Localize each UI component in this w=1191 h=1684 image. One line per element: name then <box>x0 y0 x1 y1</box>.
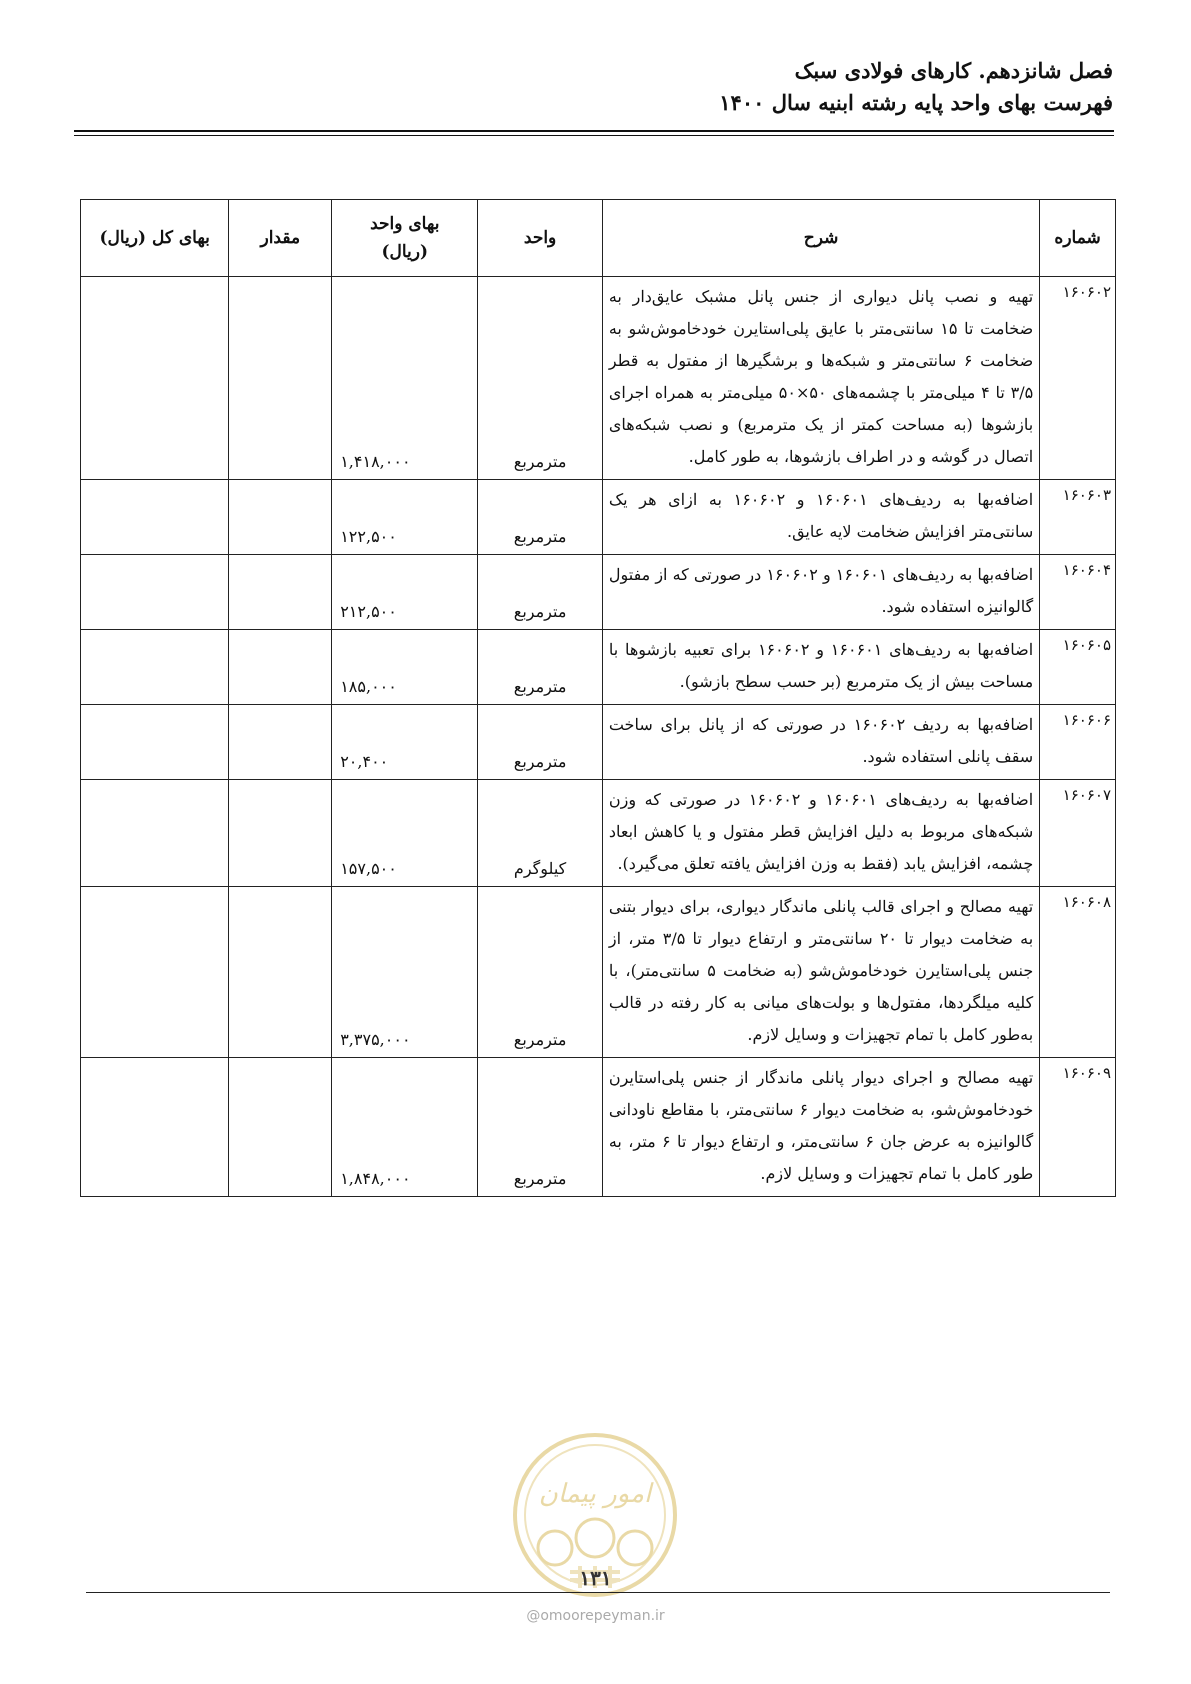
column-header-number: شماره <box>1040 200 1116 277</box>
row-total-price <box>81 887 229 1058</box>
row-unit: مترمربع <box>478 1058 603 1197</box>
price-table-container <box>80 199 1116 1197</box>
table-row <box>81 277 1116 480</box>
row-quantity <box>229 1058 332 1197</box>
row-quantity <box>229 780 332 887</box>
row-unit: مترمربع <box>478 705 603 780</box>
row-total-price <box>81 555 229 630</box>
row-description: اضافه‌بها به ردیف‌های ۱۶۰۶۰۱ و ۱۶۰۶۰۲ برای تعبیه بازشوها با مساحت بیش از یک مترمربع (بر حسب سطح بازشو). <box>602 630 1039 705</box>
page-number: ۱۳۱ <box>579 1566 612 1590</box>
table-row <box>81 1058 1116 1197</box>
row-number: ۱۶۰۶۰۳ <box>1040 480 1116 555</box>
unit-price-label: بهای واحد <box>370 214 440 234</box>
row-quantity <box>229 705 332 780</box>
row-description: تهیه مصالح و اجرای دیوار پانلی ماندگار از جنس پلی‌استایرن خودخاموش‌شو، به ضخامت دیوار ۶ سانتی‌متر، با مقاطع ناودانی گالوانیزه به عرض جان ۶ سانتی‌متر، و ارتفاع دیوار تا ۶ متر، به طور کامل با تمام تجهیزات و وسایل لازم. <box>602 1058 1039 1197</box>
price-list-title: فهرست بهای واحد پایه رشته ابنیه سال ۱۴۰۰ <box>719 90 1113 115</box>
row-quantity <box>229 555 332 630</box>
row-description: اضافه‌بها به ردیف‌های ۱۶۰۶۰۱ و ۱۶۰۶۰۲ به ازای هر یک سانتی‌متر افزایش ضخامت لایه عایق. <box>602 480 1039 555</box>
row-unit-price: ۱,۸۴۸,۰۰۰ <box>332 1058 478 1197</box>
row-description: اضافه‌بها به ردیف‌های ۱۶۰۶۰۱ و ۱۶۰۶۰۲ در صورتی که از مفتول گالوانیزه استفاده شود. <box>602 555 1039 630</box>
logo-text: امور پیمان <box>538 1479 652 1509</box>
table-row <box>81 705 1116 780</box>
column-header-unit: واحد <box>478 200 603 277</box>
row-number: ۱۶۰۶۰۹ <box>1040 1058 1116 1197</box>
column-header-quantity: مقدار <box>229 200 332 277</box>
table-header-row <box>81 200 1116 277</box>
row-number: ۱۶۰۶۰۴ <box>1040 555 1116 630</box>
row-total-price <box>81 705 229 780</box>
table-row <box>81 630 1116 705</box>
row-quantity <box>229 887 332 1058</box>
row-number: ۱۶۰۶۰۵ <box>1040 630 1116 705</box>
unit-price-currency: (ریال) <box>381 242 429 262</box>
row-unit-price: ۱,۴۱۸,۰۰۰ <box>332 277 478 480</box>
row-total-price <box>81 480 229 555</box>
table-row <box>81 480 1116 555</box>
page-header <box>73 55 1113 119</box>
row-total-price <box>81 780 229 887</box>
row-unit-price: ۱۲۲,۵۰۰ <box>332 480 478 555</box>
row-unit: مترمربع <box>478 480 603 555</box>
row-number: ۱۶۰۶۰۶ <box>1040 705 1116 780</box>
row-description: اضافه‌بها به ردیف ۱۶۰۶۰۲ در صورتی که از پانل برای ساخت سقف پانلی استفاده شود. <box>602 705 1039 780</box>
row-unit-price: ۱۵۷,۵۰۰ <box>332 780 478 887</box>
row-unit: مترمربع <box>478 555 603 630</box>
row-unit: کیلوگرم <box>478 780 603 887</box>
table-row <box>81 887 1116 1058</box>
table-row <box>81 780 1116 887</box>
row-unit-price: ۱۸۵,۰۰۰ <box>332 630 478 705</box>
footer-divider <box>86 1592 1110 1593</box>
row-unit: مترمربع <box>478 630 603 705</box>
row-number: ۱۶۰۶۰۲ <box>1040 277 1116 480</box>
row-quantity <box>229 277 332 480</box>
row-unit-price: ۲۱۲,۵۰۰ <box>332 555 478 630</box>
row-total-price <box>81 1058 229 1197</box>
row-number: ۱۶۰۶۰۸ <box>1040 887 1116 1058</box>
row-description: تهیه مصالح و اجرای قالب پانلی ماندگار دیواری، برای دیوار بتنی به ضخامت دیوار تا ۲۰ سانتی‌متر و ارتفاع دیوار تا ۳/۵ متر، از جنس پلی‌استایرن خودخاموش‌شو (به ضخامت ۵ سانتی‌متر)، با کلیه میلگردها، مفتول‌ها و بولت‌های میانی به کار رفته در قالب به‌طور کامل با تمام تجهیزات و وسایل لازم. <box>602 887 1039 1058</box>
row-unit-price: ۲۰,۴۰۰ <box>332 705 478 780</box>
row-unit: مترمربع <box>478 887 603 1058</box>
row-total-price <box>81 630 229 705</box>
row-description: اضافه‌بها به ردیف‌های ۱۶۰۶۰۱ و ۱۶۰۶۰۲ در صورتی که وزن شبکه‌های مربوط به دلیل افزایش قطر مفتول و یا کاهش ابعاد چشمه، افزایش یابد (فقط به وزن افزایش یافته تعلق می‌گیرد). <box>602 780 1039 887</box>
table-row <box>81 555 1116 630</box>
row-quantity <box>229 630 332 705</box>
row-number: ۱۶۰۶۰۷ <box>1040 780 1116 887</box>
row-unit-price: ۳,۳۷۵,۰۰۰ <box>332 887 478 1058</box>
column-header-total-price: بهای کل (ریال) <box>81 200 229 277</box>
header-divider <box>74 130 1114 136</box>
site-watermark: @omoorepeyman.ir <box>526 1608 665 1624</box>
chapter-title: فصل شانزدهم. کارهای فولادی سبک <box>794 58 1113 83</box>
price-table <box>80 199 1116 1197</box>
column-header-unit-price <box>332 200 478 277</box>
row-description: تهیه و نصب پانل دیواری از جنس پانل مشبک عایق‌دار به ضخامت تا ۱۵ سانتی‌متر با عایق پلی‌استایرن خودخاموش‌شو به ضخامت ۶ سانتی‌متر و شبکه‌ها و برشگیرها از مفتول به قطر ۳/۵ تا ۴ میلی‌متر با چشمه‌های ۵۰×۵۰ میلی‌متر به همراه اجرای بازشوها (به مساحت کمتر از یک مترمربع) و نصب شبکه‌های اتصال در گوشه و در اطراف بازشوها، به طور کامل. <box>602 277 1039 480</box>
column-header-description: شرح <box>602 200 1039 277</box>
row-unit: مترمربع <box>478 277 603 480</box>
row-total-price <box>81 277 229 480</box>
row-quantity <box>229 480 332 555</box>
